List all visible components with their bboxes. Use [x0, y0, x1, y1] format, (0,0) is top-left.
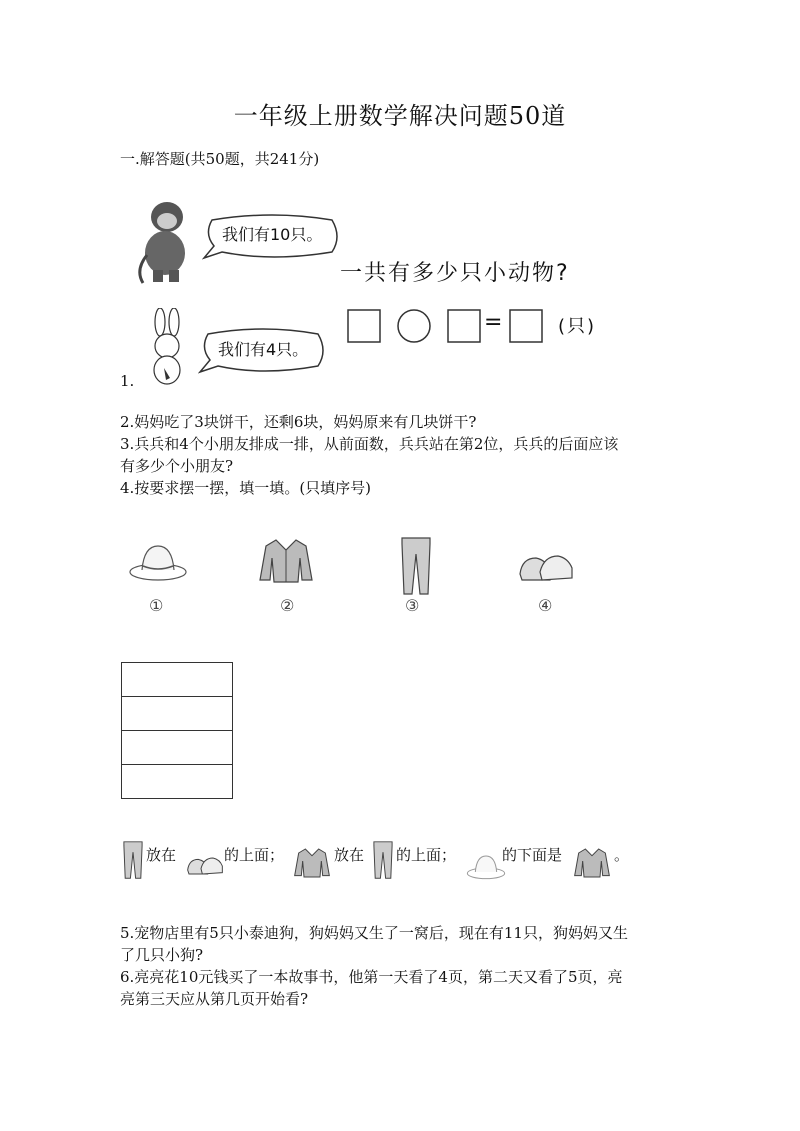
jacket-icon	[572, 846, 612, 880]
fill-text-5: 的下面是	[502, 846, 563, 864]
rabbit-icon	[142, 308, 192, 388]
item-label-2: ②	[280, 596, 295, 615]
q3-text-line2: 有多少个小朋友?	[120, 457, 234, 475]
item-label-3: ③	[405, 596, 420, 615]
pants-icon	[396, 536, 436, 596]
fill-text-4: 的上面；	[396, 846, 457, 864]
q1-number: 1.	[120, 372, 135, 390]
q6-text-line1: 6.亮亮花10元钱买了一本故事书，他第一天看了4页，第二天又看了5页，亮	[120, 968, 623, 986]
fill-text-6: 。	[614, 846, 630, 864]
q1-question-text: 一共有多少只小动物?	[340, 261, 570, 286]
jacket-icon	[292, 846, 332, 880]
equation-blanks	[346, 306, 546, 346]
fill-text-3: 放在	[334, 846, 365, 864]
q5-text-line1: 5.宠物店里有5只小泰迪狗，狗妈妈又生了一窝后，现在有11只，狗妈妈又生	[120, 924, 628, 942]
monkey-icon	[135, 195, 205, 285]
item-label-1: ①	[149, 596, 164, 615]
hat-icon	[466, 852, 506, 882]
answer-box[interactable]	[122, 663, 232, 697]
item-label-4: ④	[538, 596, 553, 615]
q1-illustration	[130, 190, 630, 390]
shoes-icon	[516, 544, 576, 589]
pants-icon	[370, 840, 396, 880]
pants-icon	[120, 840, 146, 880]
q3-text-line1: 3.兵兵和4个小朋友排成一排，从前面数，兵兵站在第2位，兵兵的后面应该	[120, 435, 619, 453]
q2-text: 2.妈妈吃了3块饼干，还剩6块，妈妈原来有几块饼干?	[120, 413, 477, 431]
answer-box[interactable]	[122, 731, 232, 765]
jacket-icon	[256, 536, 316, 586]
fill-text-2: 的上面；	[224, 846, 285, 864]
q5-text-line2: 了几只小狗?	[120, 946, 204, 964]
q6-text-line2: 亮第三天应从第几页开始看?	[120, 990, 309, 1008]
answer-box[interactable]	[122, 765, 232, 798]
answer-stack-boxes	[121, 662, 233, 799]
q4-text: 4.按要求摆一摆，填一填。(只填序号)	[120, 479, 372, 497]
shoes-icon	[185, 850, 225, 880]
equals-sign: =	[484, 310, 503, 335]
unit-label: (只)	[558, 316, 597, 337]
page-title: 一年级上册数学解决问题50道	[233, 102, 567, 130]
monkey-speech-text: 我们有10只。	[222, 225, 323, 244]
hat-icon	[128, 540, 188, 585]
answer-box[interactable]	[122, 697, 232, 731]
fill-text-1: 放在	[146, 846, 177, 864]
rabbit-speech-text: 我们有4只。	[218, 340, 309, 359]
section-heading: 一.解答题(共50题，共241分)	[120, 150, 320, 168]
